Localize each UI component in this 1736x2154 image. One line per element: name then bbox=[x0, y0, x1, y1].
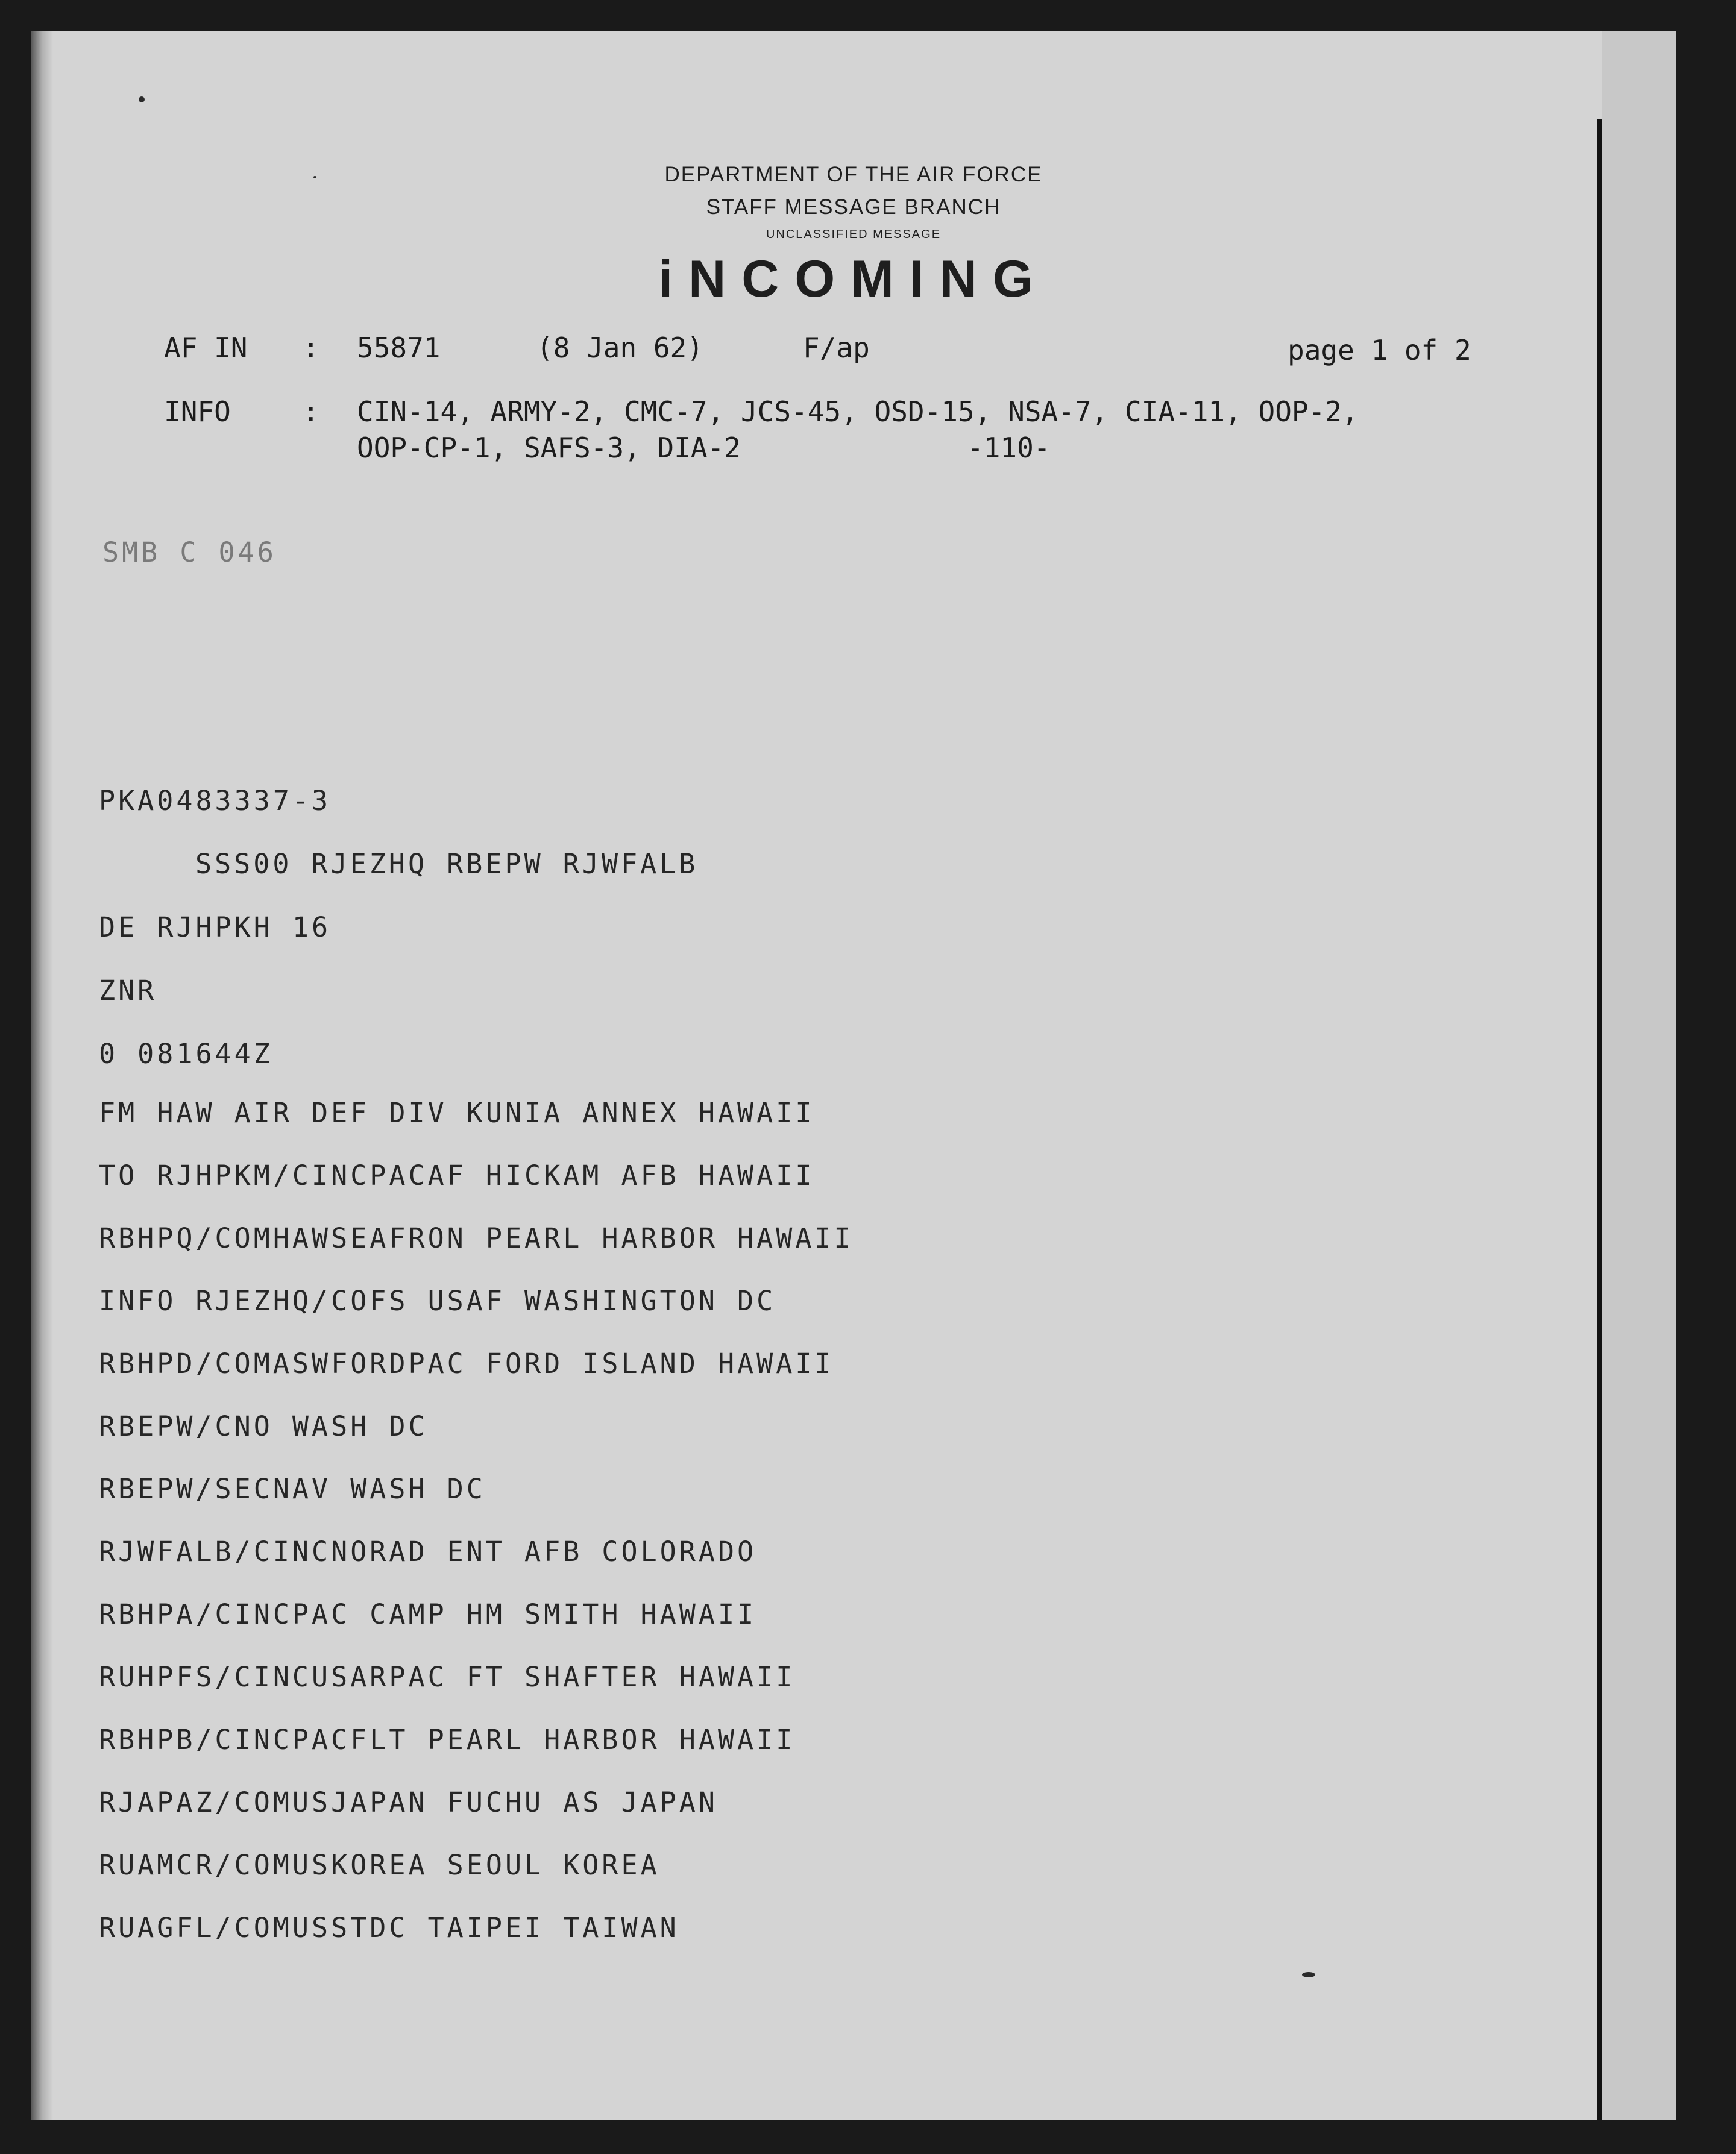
message-line: TO RJHPKM/CINCPACAF HICKAM AFB HAWAII bbox=[99, 1160, 815, 1192]
info-label: INFO bbox=[164, 395, 231, 428]
message-line: INFO RJEZHQ/COFS USAF WASHINGTON DC bbox=[99, 1285, 776, 1317]
message-date: (8 Jan 62) bbox=[536, 331, 703, 364]
info-distribution-line-1: CIN-14, ARMY-2, CMC-7, JCS-45, OSD-15, NSA-7, CIA-11, OOP-2, bbox=[357, 395, 1359, 428]
message-line: PKA0483337-3 bbox=[99, 785, 332, 817]
incoming-title: iNCOMING bbox=[658, 250, 1049, 308]
message-line: RUAGFL/COMUSSTDC TAIPEI TAIWAN bbox=[99, 1912, 679, 1944]
message-line: RBHPA/CINCPAC CAMP HM SMITH HAWAII bbox=[99, 1598, 757, 1630]
right-margin-rule bbox=[1597, 119, 1602, 2120]
message-line: DE RJHPKH 16 bbox=[99, 911, 332, 943]
department-heading: DEPARTMENT OF THE AIR FORCE bbox=[664, 163, 1043, 186]
message-line: FM HAW AIR DEF DIV KUNIA ANNEX HAWAII bbox=[99, 1097, 815, 1129]
message-line: RBHPB/CINCPACFLT PEARL HARBOR HAWAII bbox=[99, 1724, 796, 1756]
message-line: 0 081644Z bbox=[99, 1038, 273, 1070]
message-line: RJAPAZ/COMUSJAPAN FUCHU AS JAPAN bbox=[99, 1786, 718, 1818]
left-edge-shadow bbox=[31, 31, 53, 2120]
page-number: page 1 of 2 bbox=[1288, 334, 1471, 366]
info-distribution-total: -110- bbox=[967, 432, 1051, 464]
info-distribution-line-2: OOP-CP-1, SAFS-3, DIA-2 bbox=[357, 432, 741, 464]
af-in-label: AF IN bbox=[164, 331, 248, 364]
routing-code: F/ap bbox=[803, 331, 870, 364]
branch-heading: STAFF MESSAGE BRANCH bbox=[706, 195, 1001, 219]
af-in-number: 55871 bbox=[357, 331, 441, 364]
message-line: SSS00 RJEZHQ RBEPW RJWFALB bbox=[195, 848, 699, 880]
message-line: RBEPW/SECNAV WASH DC bbox=[99, 1473, 486, 1505]
message-line: ZNR bbox=[99, 975, 157, 1006]
right-margin-band bbox=[1602, 31, 1676, 2120]
message-line: RJWFALB/CINCNORAD ENT AFB COLORADO bbox=[99, 1536, 757, 1568]
message-line: RBEPW/CNO WASH DC bbox=[99, 1410, 428, 1442]
classification-label: UNCLASSIFIED MESSAGE bbox=[766, 228, 942, 241]
message-line: RUHPFS/CINCUSARPAC FT SHAFTER HAWAII bbox=[99, 1661, 796, 1693]
document-page bbox=[31, 31, 1676, 2120]
af-in-separator: : bbox=[303, 331, 319, 364]
dust-speck bbox=[139, 96, 145, 102]
dust-speck bbox=[1302, 1972, 1315, 1977]
info-separator: : bbox=[303, 395, 319, 428]
smb-reference: SMB C 046 bbox=[102, 536, 277, 568]
message-line: RBHPQ/COMHAWSEAFRON PEARL HARBOR HAWAII bbox=[99, 1222, 854, 1254]
message-line: RBHPD/COMASWFORDPAC FORD ISLAND HAWAII bbox=[99, 1348, 834, 1380]
message-line: RUAMCR/COMUSKOREA SEOUL KOREA bbox=[99, 1849, 660, 1881]
